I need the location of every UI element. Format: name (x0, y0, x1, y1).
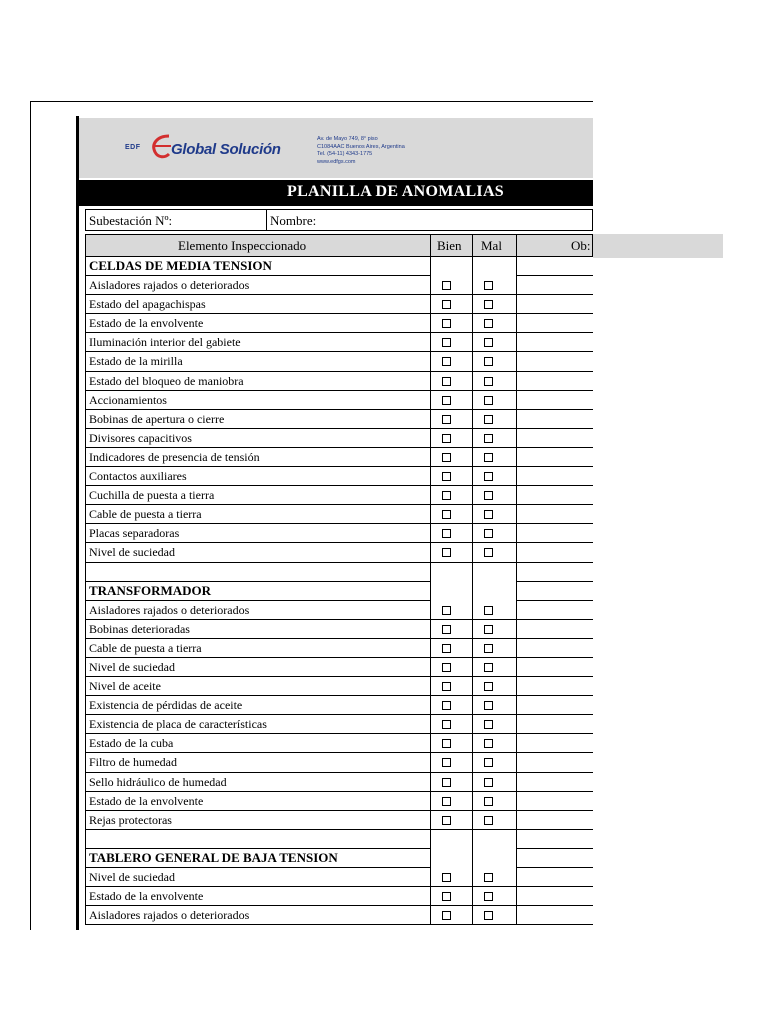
observations-field[interactable] (516, 658, 593, 677)
item-cell (85, 429, 430, 448)
section-bad-cell (472, 582, 516, 601)
section-observations-cell (516, 849, 593, 868)
item-cell (85, 658, 430, 677)
section-bad-cell (472, 849, 516, 868)
bad-cell (472, 811, 516, 830)
column-divider (516, 235, 517, 256)
item-label: Iluminación interior del gabiete (89, 335, 241, 350)
good-checkbox[interactable] (442, 663, 451, 672)
good-checkbox[interactable] (442, 606, 451, 615)
address-line: C1084AAC Buenos Aires, Argentina (317, 143, 405, 150)
checklist-row (85, 792, 593, 811)
item-label: Cuchilla de puesta a tierra (89, 488, 215, 503)
column-header-overflow (593, 234, 723, 258)
item-label: Rejas protectoras (89, 812, 172, 827)
good-checkbox[interactable] (442, 739, 451, 748)
checklist-row (85, 314, 593, 333)
good-checkbox[interactable] (442, 911, 451, 920)
bad-checkbox[interactable] (484, 720, 493, 729)
observations-field[interactable] (516, 391, 593, 410)
good-cell (430, 811, 472, 830)
checklist-row (85, 524, 593, 543)
company-name: Global Solución (171, 141, 281, 158)
observations-field[interactable] (516, 773, 593, 792)
item-cell (85, 410, 430, 429)
good-cell (430, 696, 472, 715)
spacer-cell (85, 563, 430, 582)
good-cell (430, 753, 472, 772)
checklist-row (85, 448, 593, 467)
item-label: Sello hidráulico de humedad (89, 774, 227, 789)
bad-checkbox[interactable] (484, 911, 493, 920)
observations-field[interactable] (516, 753, 593, 772)
bad-cell (472, 448, 516, 467)
bad-cell (472, 486, 516, 505)
section-observations-cell (516, 257, 593, 276)
bad-cell (472, 734, 516, 753)
item-cell (85, 352, 430, 371)
checklist-row (85, 753, 593, 772)
observations-field[interactable] (516, 601, 593, 620)
observations-field[interactable] (516, 314, 593, 333)
item-label: Aisladores rajados o deteriorados (89, 602, 250, 617)
checklist-row (85, 429, 593, 448)
section-title-cell (85, 257, 430, 276)
name-field[interactable] (266, 209, 593, 231)
item-label: Estado del bloqueo de maniobra (89, 373, 244, 388)
bad-checkbox[interactable] (484, 758, 493, 767)
item-cell (85, 773, 430, 792)
checklist-row (85, 467, 593, 486)
good-cell (430, 887, 472, 906)
good-cell (430, 601, 472, 620)
observations-field[interactable] (516, 295, 593, 314)
item-label: Estado de la cuba (89, 736, 174, 751)
name-label: Nombre: (270, 213, 317, 228)
good-cell (430, 295, 472, 314)
observations-field[interactable] (516, 486, 593, 505)
bad-checkbox[interactable] (484, 300, 493, 309)
item-cell (85, 734, 430, 753)
good-cell (430, 734, 472, 753)
address-line: Av. de Mayo 749, 8° piso (317, 136, 378, 142)
column-header-row (85, 234, 593, 257)
column-header-observations: Ob: (571, 238, 591, 253)
anomaly-sheet (79, 118, 593, 930)
bad-cell (472, 314, 516, 333)
item-cell (85, 639, 430, 658)
bad-checkbox[interactable] (484, 319, 493, 328)
observations-field[interactable] (516, 811, 593, 830)
item-label: Estado del apagachispas (89, 297, 206, 312)
bad-cell (472, 352, 516, 371)
item-label: Cable de puesta a tierra (89, 640, 202, 655)
item-label: Accionamientos (89, 392, 167, 407)
checklist-row (85, 868, 593, 887)
observations-field[interactable] (516, 333, 593, 352)
spacer-cell (430, 563, 472, 582)
item-label: Nivel de suciedad (89, 545, 175, 560)
good-cell (430, 524, 472, 543)
bad-cell (472, 295, 516, 314)
good-checkbox[interactable] (442, 892, 451, 901)
item-label: Filtro de humedad (89, 755, 177, 770)
item-label: Existencia de pérdidas de aceite (89, 698, 243, 713)
column-divider (472, 235, 473, 256)
company-address (317, 136, 405, 166)
good-checkbox[interactable] (442, 720, 451, 729)
bad-checkbox[interactable] (484, 510, 493, 519)
good-checkbox[interactable] (442, 816, 451, 825)
bad-cell (472, 715, 516, 734)
good-cell (430, 773, 472, 792)
bad-checkbox[interactable] (484, 548, 493, 557)
observations-field[interactable] (516, 505, 593, 524)
good-checkbox[interactable] (442, 644, 451, 653)
item-label: Divisores capacitivos (89, 430, 192, 445)
section-observations-cell (516, 582, 593, 601)
spacer-cell (430, 830, 472, 849)
checklist-row (85, 734, 593, 753)
observations-field[interactable] (516, 734, 593, 753)
checklist-row (85, 677, 593, 696)
good-checkbox[interactable] (442, 510, 451, 519)
section-title: TABLERO GENERAL DE BAJA TENSION (89, 849, 338, 865)
good-checkbox[interactable] (442, 415, 451, 424)
good-checkbox[interactable] (442, 491, 451, 500)
letterhead (79, 118, 593, 178)
item-cell (85, 486, 430, 505)
item-label: Existencia de placa de características (89, 717, 267, 732)
checklist-row (85, 352, 593, 371)
bad-cell (472, 333, 516, 352)
section-header-row (85, 849, 593, 868)
observations-field[interactable] (516, 696, 593, 715)
bad-cell (472, 906, 516, 925)
item-cell (85, 295, 430, 314)
section-title: TRANSFORMADOR (89, 582, 212, 598)
item-cell (85, 868, 430, 887)
observations-field[interactable] (516, 868, 593, 887)
item-label: Aisladores rajados o deteriorados (89, 908, 250, 923)
checklist-row (85, 486, 593, 505)
bad-cell (472, 467, 516, 486)
bad-cell (472, 792, 516, 811)
address-line: www.edfgs.com (317, 158, 356, 165)
section-title: CELDAS DE MEDIA TENSION (89, 258, 272, 273)
checklist-row (85, 620, 593, 639)
substation-field[interactable] (85, 209, 267, 231)
good-checkbox[interactable] (442, 281, 451, 290)
good-cell (430, 486, 472, 505)
bad-checkbox[interactable] (484, 892, 493, 901)
good-cell (430, 620, 472, 639)
bad-checkbox[interactable] (484, 625, 493, 634)
item-cell (85, 677, 430, 696)
bad-cell (472, 868, 516, 887)
good-cell (430, 429, 472, 448)
bad-checkbox[interactable] (484, 606, 493, 615)
bad-checkbox[interactable] (484, 663, 493, 672)
observations-field[interactable] (516, 524, 593, 543)
bad-cell (472, 429, 516, 448)
spacer-row (85, 563, 593, 582)
item-cell (85, 601, 430, 620)
checklist-row (85, 601, 593, 620)
bad-checkbox[interactable] (484, 472, 493, 481)
item-label: Estado de la envolvente (89, 316, 204, 331)
section-header-row (85, 582, 593, 601)
bad-cell (472, 276, 516, 295)
item-label: Nivel de suciedad (89, 870, 175, 884)
observations-field[interactable] (516, 906, 593, 925)
checklist-row (85, 543, 593, 562)
good-cell (430, 505, 472, 524)
good-cell (430, 715, 472, 734)
observations-field[interactable] (516, 410, 593, 429)
good-cell (430, 352, 472, 371)
good-cell (430, 906, 472, 925)
good-checkbox[interactable] (442, 548, 451, 557)
item-cell (85, 391, 430, 410)
column-header-bad: Mal (481, 238, 502, 253)
item-label: Nivel de suciedad (89, 659, 175, 674)
observations-field[interactable] (516, 276, 593, 295)
item-cell (85, 333, 430, 352)
bad-cell (472, 753, 516, 772)
item-cell (85, 811, 430, 830)
checklist-row (85, 410, 593, 429)
observations-field[interactable] (516, 543, 593, 562)
bad-checkbox[interactable] (484, 396, 493, 405)
section-title-cell (85, 582, 430, 601)
column-divider (430, 235, 431, 256)
spacer-cell (472, 830, 516, 849)
checklist-row (85, 295, 593, 314)
bad-cell (472, 543, 516, 562)
item-cell (85, 524, 430, 543)
good-cell (430, 658, 472, 677)
bad-checkbox[interactable] (484, 682, 493, 691)
bad-checkbox[interactable] (484, 453, 493, 462)
good-checkbox[interactable] (442, 377, 451, 386)
observations-field[interactable] (516, 372, 593, 391)
good-cell (430, 448, 472, 467)
item-label: Nivel de aceite (89, 679, 161, 694)
item-cell (85, 467, 430, 486)
bad-checkbox[interactable] (484, 797, 493, 806)
good-checkbox[interactable] (442, 701, 451, 710)
item-cell (85, 696, 430, 715)
bad-cell (472, 773, 516, 792)
good-cell (430, 372, 472, 391)
item-cell (85, 276, 430, 295)
good-checkbox[interactable] (442, 396, 451, 405)
item-cell (85, 505, 430, 524)
good-checkbox[interactable] (442, 682, 451, 691)
bad-checkbox[interactable] (484, 816, 493, 825)
section-header-row (85, 257, 593, 276)
section-good-cell (430, 582, 472, 601)
item-cell (85, 753, 430, 772)
title-bar (79, 180, 593, 206)
checklist-row (85, 773, 593, 792)
item-cell (85, 887, 430, 906)
item-label: Contactos auxiliares (89, 469, 187, 484)
good-cell (430, 333, 472, 352)
column-header-good: Bien (437, 238, 462, 253)
item-label: Cable de puesta a tierra (89, 507, 202, 522)
bad-cell (472, 639, 516, 658)
section-good-cell (430, 257, 472, 276)
good-cell (430, 410, 472, 429)
bad-checkbox[interactable] (484, 739, 493, 748)
observations-field[interactable] (516, 467, 593, 486)
checklist-row (85, 906, 593, 925)
observations-field[interactable] (516, 792, 593, 811)
good-cell (430, 543, 472, 562)
substation-label: Subestación Nº: (89, 213, 173, 228)
bad-cell (472, 410, 516, 429)
item-label: Estado de la envolvente (89, 889, 204, 904)
good-checkbox[interactable] (442, 758, 451, 767)
good-checkbox[interactable] (442, 778, 451, 787)
observations-field[interactable] (516, 677, 593, 696)
item-cell (85, 906, 430, 925)
good-checkbox[interactable] (442, 338, 451, 347)
spacer-cell (472, 563, 516, 582)
checklist-row (85, 696, 593, 715)
spacer-row (85, 830, 593, 849)
bad-cell (472, 887, 516, 906)
good-cell (430, 868, 472, 887)
bad-checkbox[interactable] (484, 281, 493, 290)
spacer-cell (516, 563, 593, 582)
item-label: Indicadores de presencia de tensión (89, 449, 260, 464)
bad-checkbox[interactable] (484, 338, 493, 347)
bad-checkbox[interactable] (484, 644, 493, 653)
item-cell (85, 314, 430, 333)
bad-cell (472, 696, 516, 715)
good-cell (430, 467, 472, 486)
good-checkbox[interactable] (442, 300, 451, 309)
bad-cell (472, 620, 516, 639)
bad-cell (472, 391, 516, 410)
bad-checkbox[interactable] (484, 778, 493, 787)
checklist-row (85, 658, 593, 677)
bad-checkbox[interactable] (484, 701, 493, 710)
good-cell (430, 276, 472, 295)
bad-cell (472, 372, 516, 391)
good-cell (430, 792, 472, 811)
page-frame-top (30, 101, 593, 102)
item-cell (85, 715, 430, 734)
checklist-row (85, 715, 593, 734)
good-cell (430, 391, 472, 410)
address-line: Tel. (54-11) 4343-1775 (317, 151, 373, 157)
logo-prefix: EDF (125, 144, 141, 151)
observations-field[interactable] (516, 620, 593, 639)
bad-cell (472, 601, 516, 620)
good-checkbox[interactable] (442, 434, 451, 443)
bad-checkbox[interactable] (484, 491, 493, 500)
observations-field[interactable] (516, 448, 593, 467)
checklist-row (85, 333, 593, 352)
bad-cell (472, 658, 516, 677)
item-cell (85, 620, 430, 639)
bad-checkbox[interactable] (484, 357, 493, 366)
item-cell (85, 543, 430, 562)
spacer-cell (85, 830, 430, 849)
item-label: Bobinas deterioradas (89, 621, 190, 636)
checklist-row (85, 391, 593, 410)
checklist-row (85, 639, 593, 658)
page-frame-left (30, 101, 31, 930)
checklist-row (85, 811, 593, 830)
checklist-row (85, 887, 593, 906)
item-cell (85, 372, 430, 391)
good-checkbox[interactable] (442, 797, 451, 806)
observations-field[interactable] (516, 352, 593, 371)
good-checkbox[interactable] (442, 529, 451, 538)
item-label: Estado de la envolvente (89, 793, 204, 808)
page-title: PLANILLA DE ANOMALIAS (287, 183, 505, 200)
observations-field[interactable] (516, 887, 593, 906)
good-cell (430, 677, 472, 696)
bad-cell (472, 524, 516, 543)
bad-checkbox[interactable] (484, 415, 493, 424)
item-label: Aisladores rajados o deteriorados (89, 278, 250, 293)
item-cell (85, 792, 430, 811)
bad-cell (472, 677, 516, 696)
section-bad-cell (472, 257, 516, 276)
observations-field[interactable] (516, 429, 593, 448)
checklist-row (85, 372, 593, 391)
section-good-cell (430, 849, 472, 868)
item-label: Bobinas de apertura o cierre (89, 411, 225, 426)
bad-cell (472, 505, 516, 524)
good-cell (430, 314, 472, 333)
item-cell (85, 448, 430, 467)
column-header-element: Elemento Inspeccionado (178, 238, 307, 253)
checklist (85, 257, 593, 925)
section-title-cell (85, 849, 430, 868)
checklist-row (85, 276, 593, 295)
good-checkbox[interactable] (442, 873, 451, 882)
checklist-row (85, 505, 593, 524)
good-cell (430, 639, 472, 658)
observations-field[interactable] (516, 715, 593, 734)
company-logo (119, 132, 309, 168)
good-checkbox[interactable] (442, 625, 451, 634)
spacer-cell (516, 830, 593, 849)
item-label: Placas separadoras (89, 526, 180, 541)
bad-checkbox[interactable] (484, 873, 493, 882)
bad-checkbox[interactable] (484, 434, 493, 443)
observations-field[interactable] (516, 639, 593, 658)
item-label: Estado de la mirilla (89, 354, 183, 369)
good-checkbox[interactable] (442, 319, 451, 328)
good-checkbox[interactable] (442, 357, 451, 366)
good-checkbox[interactable] (442, 453, 451, 462)
bad-checkbox[interactable] (484, 377, 493, 386)
bad-checkbox[interactable] (484, 529, 493, 538)
good-checkbox[interactable] (442, 472, 451, 481)
